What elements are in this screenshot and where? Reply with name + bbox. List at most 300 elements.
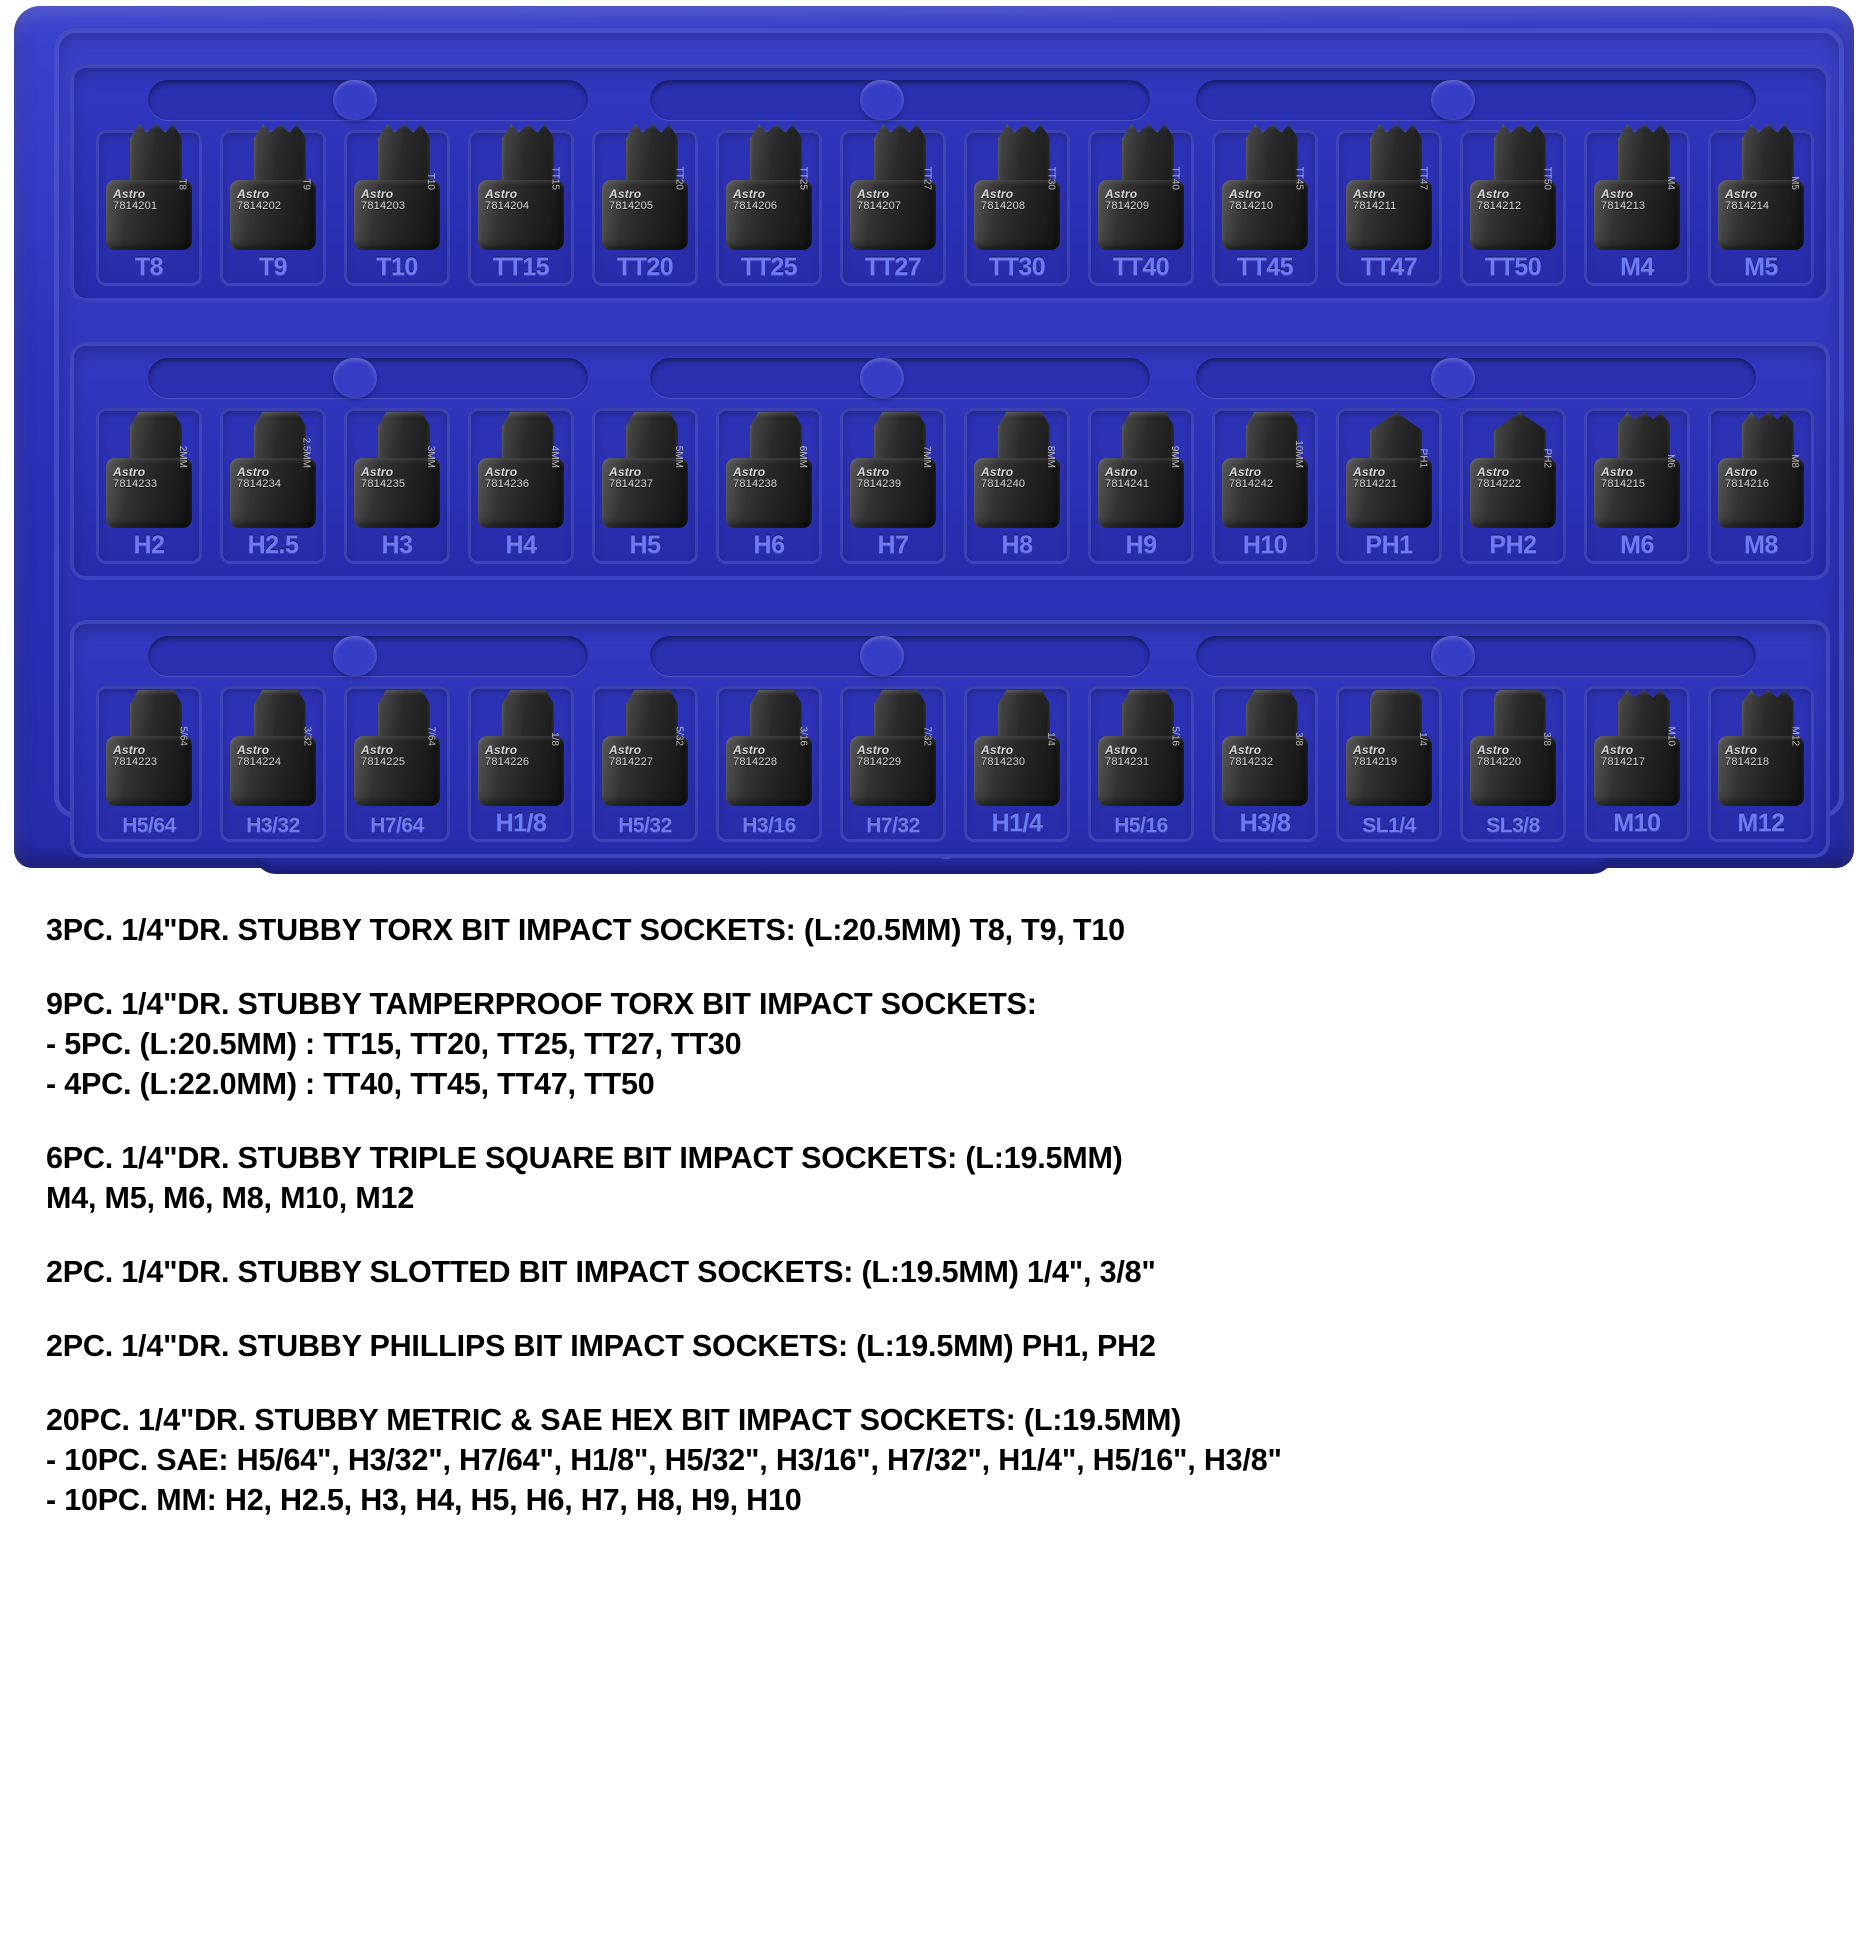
socket-body [602, 166, 688, 250]
socket-body [1470, 732, 1556, 806]
socket-slot-label: PH1 [1365, 531, 1413, 559]
socket-body [1718, 454, 1804, 528]
socket-slot [592, 408, 698, 564]
socket-size-stamp: 5/16 [1169, 726, 1180, 746]
socket-bit-tip [1370, 124, 1422, 188]
socket-brand-stamp: Astro 7814207 [857, 187, 902, 212]
socket-slot [468, 686, 574, 842]
impact-socket [230, 134, 316, 250]
spec-line: - 10PC. SAE: H5/64", H3/32", H7/64", H1/8", H5/32", H3/16", H7/32", H1/4", H5/16", H3/8" [46, 1443, 1282, 1477]
socket-slot-label: M6 [1620, 531, 1654, 559]
socket-slot [716, 130, 822, 286]
socket-slot-label: H5/16 [1114, 814, 1168, 837]
socket-slot [1336, 130, 1442, 286]
socket-brand-stamp: Astro 7814240 [981, 465, 1026, 490]
socket-slot [220, 408, 326, 564]
socket-body [106, 445, 192, 528]
impact-socket [106, 134, 192, 250]
socket-size-stamp: 3/8 [1293, 732, 1304, 746]
spec-line: - 10PC. MM: H2, H2.5, H3, H4, H5, H6, H7, H8, H9, H10 [46, 1483, 802, 1517]
specifications-list [46, 910, 1836, 1554]
impact-socket [1222, 134, 1308, 250]
socket-brand-stamp: Astro 7814239 [857, 465, 902, 490]
socket-row-2 [70, 342, 1830, 580]
socket-brand-stamp: Astro 7814238 [733, 465, 778, 490]
tray-channel [1196, 80, 1756, 120]
socket-brand-stamp: Astro 7814221 [1353, 465, 1398, 490]
socket-size-stamp: 8MM [1045, 445, 1056, 468]
socket-slot-label: H5 [629, 531, 661, 559]
socket-brand-stamp: Astro 7814212 [1477, 187, 1522, 212]
socket-brand-stamp: Astro 7814219 [1353, 743, 1398, 768]
socket-slot [220, 686, 326, 842]
impact-socket [230, 690, 316, 806]
socket-bit-tip [254, 124, 306, 188]
socket-brand-stamp: Astro 7814225 [361, 743, 406, 768]
impact-socket [726, 690, 812, 806]
socket-slot-label: TT45 [1236, 253, 1294, 281]
socket-brand-stamp: Astro 7814205 [609, 187, 654, 212]
impact-socket [850, 412, 936, 528]
socket-bit-tip [130, 124, 182, 188]
socket-slot-label: M4 [1620, 253, 1654, 281]
spec-line: 20PC. 1/4"DR. STUBBY METRIC & SAE HEX BIT IMPACT SOCKETS: (L:19.5MM) [46, 1403, 1182, 1437]
socket-slot [1584, 686, 1690, 842]
socket-body [850, 166, 936, 250]
impact-socket [1098, 412, 1184, 528]
socket-brand-stamp: Astro 7814216 [1725, 465, 1770, 490]
socket-slot [468, 408, 574, 564]
socket-brand-stamp: Astro 7814226 [485, 743, 530, 768]
socket-size-stamp: M5 [1789, 176, 1800, 190]
socket-size-stamp: M6 [1665, 454, 1676, 468]
socket-brand-stamp: Astro 7814242 [1229, 465, 1274, 490]
socket-slot-label: TT30 [988, 253, 1046, 281]
impact-socket [230, 412, 316, 528]
socket-slot [592, 686, 698, 842]
socket-size-stamp: M12 [1789, 726, 1800, 746]
impact-socket [1718, 412, 1804, 528]
socket-slot [1088, 686, 1194, 842]
socket-body [354, 726, 440, 806]
tray-channel-knob [860, 80, 904, 120]
socket-slot [1460, 686, 1566, 842]
socket-size-stamp: 10MM [1293, 440, 1304, 468]
impact-socket [1098, 134, 1184, 250]
socket-body [850, 726, 936, 806]
socket-slot [840, 686, 946, 842]
socket-size-stamp: T9 [301, 178, 312, 190]
impact-socket [1346, 412, 1432, 528]
socket-slot [840, 408, 946, 564]
socket-bit-tip [378, 124, 430, 188]
socket-brand-stamp: Astro 7814232 [1229, 743, 1274, 768]
socket-size-stamp: 2.5MM [301, 437, 312, 468]
socket-brand-stamp: Astro 7814208 [981, 187, 1026, 212]
tray-channel [1196, 636, 1756, 676]
tray-channel-knob [1431, 80, 1475, 120]
socket-size-stamp: 2MM [177, 445, 188, 468]
socket-size-stamp: 9MM [1169, 445, 1180, 468]
spec-line: - 4PC. (L:22.0MM) : TT40, TT45, TT47, TT50 [46, 1067, 655, 1101]
socket-brand-stamp: Astro 7814214 [1725, 187, 1770, 212]
socket-slot [344, 130, 450, 286]
impact-socket [1222, 412, 1308, 528]
socket-slot [1584, 130, 1690, 286]
socket-slot-label: H6 [753, 531, 785, 559]
spec-line: 9PC. 1/4"DR. STUBBY TAMPERPROOF TORX BIT IMPACT SOCKETS: [46, 987, 1037, 1021]
socket-bit-tip [1246, 124, 1298, 188]
impact-socket [974, 134, 1060, 250]
socket-slot-label: M12 [1737, 809, 1785, 837]
socket-size-stamp: TT27 [921, 166, 932, 190]
socket-size-stamp: TT30 [1045, 166, 1056, 190]
socket-slot-label: TT50 [1484, 253, 1542, 281]
socket-bit-tip [1618, 124, 1670, 188]
socket-slot [1212, 686, 1318, 842]
socket-slot [1088, 408, 1194, 564]
impact-socket [1346, 690, 1432, 806]
socket-body [230, 437, 316, 528]
spec-line: 3PC. 1/4"DR. STUBBY TORX BIT IMPACT SOCKETS: (L:20.5MM) T8, T9, T10 [46, 913, 1125, 947]
socket-slot-label: H5/64 [122, 814, 176, 837]
socket-slot [1708, 686, 1814, 842]
impact-socket [974, 412, 1060, 528]
socket-slot-label: TT40 [1112, 253, 1170, 281]
socket-brand-stamp: Astro 7814204 [485, 187, 530, 212]
socket-brand-stamp: Astro 7814202 [237, 187, 282, 212]
socket-brand-stamp: Astro 7814234 [237, 465, 282, 490]
socket-slot [96, 130, 202, 286]
socket-bit-tip [998, 124, 1050, 188]
socket-slot-label: H9 [1125, 531, 1157, 559]
socket-slot-label: H10 [1242, 531, 1288, 559]
socket-brand-stamp: Astro 7814209 [1105, 187, 1150, 212]
socket-slot [344, 686, 450, 842]
socket-brand-stamp: Astro 7814241 [1105, 465, 1150, 490]
socket-body [230, 726, 316, 806]
socket-size-stamp: T10 [425, 172, 436, 190]
impact-socket [106, 690, 192, 806]
socket-body [1594, 726, 1680, 806]
socket-slot-label: TT27 [864, 253, 922, 281]
socket-slot [96, 686, 202, 842]
spec-line: M4, M5, M6, M8, M10, M12 [46, 1181, 415, 1215]
socket-slot-label: H3 [381, 531, 413, 559]
socket-slot-label: TT15 [492, 253, 550, 281]
socket-slot [220, 130, 326, 286]
socket-body [602, 445, 688, 528]
socket-slot [1212, 408, 1318, 564]
socket-bit-tip [502, 124, 554, 188]
socket-brand-stamp: Astro 7814236 [485, 465, 530, 490]
socket-body [974, 166, 1060, 250]
socket-body [230, 180, 316, 250]
socket-slot [716, 686, 822, 842]
socket-slot [716, 408, 822, 564]
socket-size-stamp: 3/16 [797, 726, 808, 746]
impact-socket [602, 412, 688, 528]
socket-size-stamp: T8 [177, 178, 188, 190]
socket-slot-label: H3/32 [246, 814, 300, 837]
impact-socket [354, 134, 440, 250]
socket-slot [1460, 130, 1566, 286]
socket-body [478, 445, 564, 528]
socket-slot [1708, 408, 1814, 564]
socket-bit-tip [1122, 124, 1174, 188]
socket-body [1098, 166, 1184, 250]
socket-brand-stamp: Astro 7814211 [1353, 187, 1397, 212]
socket-row-1 [70, 64, 1830, 302]
socket-slot [1708, 130, 1814, 286]
socket-slot-label: T10 [376, 253, 418, 281]
socket-slot-label: H1/8 [495, 809, 547, 837]
socket-size-stamp: 5/32 [673, 726, 684, 746]
impact-socket [726, 412, 812, 528]
socket-slot [1460, 408, 1566, 564]
spec-group-hex [46, 1400, 1836, 1520]
socket-body [354, 172, 440, 250]
socket-size-stamp: M8 [1789, 454, 1800, 468]
socket-tray [14, 6, 1854, 868]
socket-slot-label: H7 [877, 531, 909, 559]
socket-slot [1088, 130, 1194, 286]
socket-size-stamp: 5MM [673, 445, 684, 468]
socket-slot-label: TT47 [1360, 253, 1418, 281]
socket-body [726, 166, 812, 250]
tray-channel-knob [333, 358, 377, 398]
spec-line: - 5PC. (L:20.5MM) : TT15, TT20, TT25, TT27, TT30 [46, 1027, 742, 1061]
socket-row-3 [70, 620, 1830, 858]
socket-brand-stamp: Astro 7814222 [1477, 465, 1522, 490]
spec-line: 6PC. 1/4"DR. STUBBY TRIPLE SQUARE BIT IMPACT SOCKETS: (L:19.5MM) [46, 1141, 1123, 1175]
socket-slot-label: M8 [1744, 531, 1778, 559]
socket-brand-stamp: Astro 7814237 [609, 465, 654, 490]
impact-socket [1470, 412, 1556, 528]
impact-socket [1594, 134, 1680, 250]
tray-channel-knob [1431, 358, 1475, 398]
spec-line: 2PC. 1/4"DR. STUBBY PHILLIPS BIT IMPACT SOCKETS: (L:19.5MM) PH1, PH2 [46, 1329, 1156, 1363]
tray-channel-knob [333, 636, 377, 676]
socket-body [1346, 732, 1432, 806]
socket-slot-label: H3/16 [742, 814, 796, 837]
socket-slot-label: H2 [133, 531, 165, 559]
socket-slot-label: M10 [1613, 809, 1661, 837]
socket-slot-label: H5/32 [618, 814, 672, 837]
socket-size-stamp: 1/4 [1417, 732, 1428, 746]
socket-slot-label: SL1/4 [1362, 814, 1416, 837]
socket-slot-label: TT25 [740, 253, 798, 281]
socket-brand-stamp: Astro 7814229 [857, 743, 902, 768]
impact-socket [1594, 412, 1680, 528]
impact-socket [850, 690, 936, 806]
socket-slot-label: M5 [1744, 253, 1778, 281]
socket-brand-stamp: Astro 7814218 [1725, 743, 1770, 768]
socket-bit-tip [750, 124, 802, 188]
impact-socket [602, 690, 688, 806]
socket-body [850, 445, 936, 528]
socket-body [1718, 726, 1804, 806]
socket-slot [964, 130, 1070, 286]
socket-body [974, 445, 1060, 528]
socket-size-stamp: 3/8 [1541, 732, 1552, 746]
impact-socket [354, 412, 440, 528]
socket-body [1718, 176, 1804, 250]
socket-slot [1336, 686, 1442, 842]
impact-socket [1718, 134, 1804, 250]
socket-body [602, 726, 688, 806]
socket-body [1470, 448, 1556, 528]
socket-bit-tip [1494, 124, 1546, 188]
socket-size-stamp: 6MM [797, 445, 808, 468]
socket-slot [1212, 130, 1318, 286]
socket-slot [468, 130, 574, 286]
socket-brand-stamp: Astro 7814227 [609, 743, 654, 768]
socket-brand-stamp: Astro 7814217 [1601, 743, 1646, 768]
socket-size-stamp: TT40 [1169, 166, 1180, 190]
socket-size-stamp: TT20 [673, 166, 684, 190]
socket-brand-stamp: Astro 7814223 [113, 743, 158, 768]
socket-slot [592, 130, 698, 286]
socket-slot [1336, 408, 1442, 564]
socket-body [1594, 454, 1680, 528]
socket-size-stamp: 1/8 [549, 732, 560, 746]
socket-slot-label: TT20 [616, 253, 674, 281]
socket-bit-tip [626, 124, 678, 188]
socket-body [1346, 166, 1432, 250]
tray-channel-knob [860, 358, 904, 398]
spec-line: 2PC. 1/4"DR. STUBBY SLOTTED BIT IMPACT SOCKETS: (L:19.5MM) 1/4", 3/8" [46, 1255, 1156, 1289]
socket-brand-stamp: Astro 7814228 [733, 743, 778, 768]
socket-body [726, 726, 812, 806]
impact-socket [106, 412, 192, 528]
tray-channel [1196, 358, 1756, 398]
spec-group-slotted [46, 1252, 1836, 1292]
socket-size-stamp: 3MM [425, 445, 436, 468]
socket-slot [96, 408, 202, 564]
socket-brand-stamp: Astro 7814224 [237, 743, 282, 768]
socket-slot-label: PH2 [1489, 531, 1537, 559]
impact-socket [974, 690, 1060, 806]
socket-size-stamp: TT47 [1417, 166, 1428, 190]
socket-brand-stamp: Astro 7814201 [113, 187, 158, 212]
socket-size-stamp: TT25 [797, 166, 808, 190]
socket-brand-stamp: Astro 7814231 [1105, 743, 1150, 768]
impact-socket [478, 690, 564, 806]
socket-body [1222, 732, 1308, 806]
impact-socket [1594, 690, 1680, 806]
tray-channel-knob [1431, 636, 1475, 676]
socket-brand-stamp: Astro 7814203 [361, 187, 406, 212]
impact-socket [1470, 690, 1556, 806]
socket-size-stamp: PH1 [1417, 448, 1428, 468]
impact-socket [1718, 690, 1804, 806]
socket-bit-tip [874, 124, 926, 188]
socket-body [1098, 445, 1184, 528]
socket-brand-stamp: Astro 7814213 [1601, 187, 1646, 212]
socket-size-stamp: 1/4 [1045, 732, 1056, 746]
socket-size-stamp: TT15 [549, 166, 560, 190]
socket-slot-label: H2.5 [247, 531, 299, 559]
impact-socket [354, 690, 440, 806]
socket-brand-stamp: Astro 7814206 [733, 187, 778, 212]
socket-size-stamp: 5/64 [177, 726, 188, 746]
socket-slot [964, 686, 1070, 842]
socket-brand-stamp: Astro 7814215 [1601, 465, 1646, 490]
socket-slot-label: T8 [134, 253, 164, 281]
impact-socket [1470, 134, 1556, 250]
socket-slot [344, 408, 450, 564]
socket-brand-stamp: Astro 7814233 [113, 465, 158, 490]
impact-socket [478, 412, 564, 528]
socket-size-stamp: 4MM [549, 445, 560, 468]
impact-socket [850, 134, 936, 250]
socket-body [478, 732, 564, 806]
socket-size-stamp: PH2 [1541, 448, 1552, 468]
socket-slot-label: H1/4 [991, 809, 1043, 837]
socket-slot [840, 130, 946, 286]
spec-group-tamperproof-torx [46, 984, 1836, 1104]
socket-brand-stamp: Astro 7814220 [1477, 743, 1522, 768]
socket-body [974, 732, 1060, 806]
socket-slot-label: H4 [505, 531, 537, 559]
spec-group-triple-square [46, 1138, 1836, 1218]
socket-body [1098, 726, 1184, 806]
socket-size-stamp: M4 [1665, 176, 1676, 190]
socket-body [1594, 176, 1680, 250]
socket-body [1222, 440, 1308, 528]
socket-size-stamp: 3/32 [301, 726, 312, 746]
socket-body [106, 726, 192, 806]
socket-body [354, 445, 440, 528]
spec-group-torx [46, 910, 1836, 950]
socket-size-stamp: TT50 [1541, 166, 1552, 190]
impact-socket [602, 134, 688, 250]
impact-socket [1346, 134, 1432, 250]
tray-channel-knob [860, 636, 904, 676]
impact-socket [726, 134, 812, 250]
socket-body [478, 166, 564, 250]
product-photo [0, 0, 1875, 890]
socket-slot [1584, 408, 1690, 564]
socket-size-stamp: TT45 [1293, 166, 1304, 190]
impact-socket [1222, 690, 1308, 806]
socket-body [726, 445, 812, 528]
socket-slot [964, 408, 1070, 564]
spec-group-phillips [46, 1326, 1836, 1366]
socket-size-stamp: 7/32 [921, 726, 932, 746]
tray-channel-knob [333, 80, 377, 120]
socket-body [1222, 166, 1308, 250]
socket-slot-label: H8 [1001, 531, 1033, 559]
socket-size-stamp: M10 [1665, 726, 1676, 746]
socket-slot-label: H3/8 [1239, 809, 1291, 837]
socket-slot-label: H7/64 [370, 814, 424, 837]
socket-body [1346, 448, 1432, 528]
socket-brand-stamp: Astro 7814235 [361, 465, 406, 490]
socket-body [106, 180, 192, 250]
socket-size-stamp: 7/64 [425, 726, 436, 746]
socket-slot-label: T9 [258, 253, 288, 281]
socket-brand-stamp: Astro 7814210 [1229, 187, 1274, 212]
socket-slot-label: SL3/8 [1486, 814, 1540, 837]
impact-socket [1098, 690, 1184, 806]
impact-socket [478, 134, 564, 250]
socket-brand-stamp: Astro 7814230 [981, 743, 1026, 768]
socket-slot-label: H7/32 [866, 814, 920, 837]
socket-bit-tip [1742, 124, 1794, 188]
socket-body [1470, 166, 1556, 250]
